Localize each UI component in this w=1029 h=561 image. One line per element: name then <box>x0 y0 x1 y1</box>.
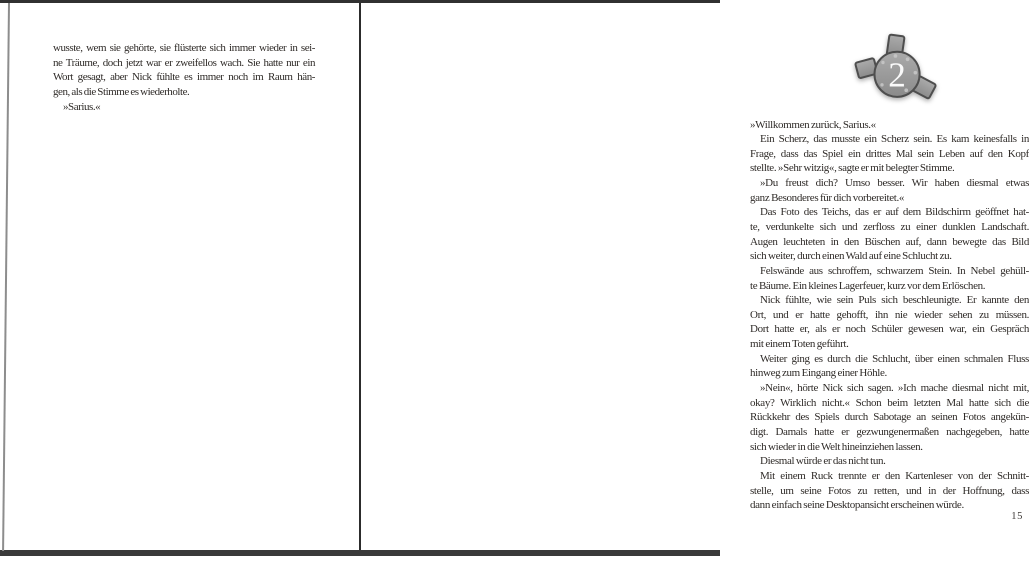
text-line: Nick fühlte, wie sein Puls sich beschleunigte. Er kannte den <box>760 294 1029 307</box>
text-line: te, verdunkelte sich und zerfloss zu einer dunklen Landschaft. <box>750 220 1029 233</box>
text-line: Frage, dass das Spiel ein drittes Mal sein Leben auf den Kopf <box>750 147 1029 160</box>
text-line: stelle, um seine Fotos zu retten, und in der Hoffnung, dass <box>750 484 1029 497</box>
text-line: stellte. »Sehr witzig«, sagte er mit belegter Stimme. <box>750 162 955 175</box>
text-line: gen, als die Stimme es wiederholte. <box>53 85 190 98</box>
text-line: Augen leuchteten in den Büschen auf, dann bewegte das Bild <box>750 235 1029 248</box>
text-line: Rückkehr des Spiels durch Sabotage an seinen Fotos angekün- <box>750 411 1029 424</box>
text-line: Weiter ging es durch die Schlucht, über einen schmalen Fluss <box>760 352 1029 365</box>
text-line: sich wieder in die Welt hineinziehen lassen. <box>750 440 923 453</box>
text-line: Mit einem Ruck trennte er den Kartenleser von der Schnitt- <box>760 469 1029 482</box>
text-line: »Willkommen zurück, Sarius.« <box>750 118 876 131</box>
right-page <box>360 0 1029 561</box>
text-line: Ein Scherz, das musste ein Scherz sein. Es kam keinesfalls in <box>760 133 1029 146</box>
text-line: Wort gesagt, aber Nick fühlte es immer noch im Raum hän- <box>53 71 315 84</box>
text-line: Dort hatte er, als er noch Schüler gewesen war, ein Gespräch <box>750 323 1029 336</box>
text-line: »Du freust dich? Umso besser. Wir haben diesmal etwas <box>760 177 1029 190</box>
text-line: hinweg zum Eingang einer Höhle. <box>750 367 887 380</box>
text-line: »Nein«, hörte Nick sich sagen. »Ich mache diesmal nicht mit, <box>760 382 1029 395</box>
chapter-gear-ornament-icon <box>854 33 934 113</box>
text-line: te Bäume. Ein kleines Lagerfeuer, kurz vor dem Erlöschen. <box>750 279 986 292</box>
text-line: Diesmal würde er das nicht tun. <box>760 455 886 468</box>
text-line: ne Träume, doch jetzt war er zweifellos wach. Sie hatte nur ein <box>53 56 315 69</box>
text-line: digt. Damals hatte er gezwungenermaßen nachgegeben, hatte <box>750 425 1029 438</box>
text-line: mit einem Toten geführt. <box>750 338 849 351</box>
text-line: Felswände aus schroffem, schwarzem Stein. In Nebel gehüll- <box>760 264 1029 277</box>
left-page <box>0 0 360 561</box>
left-page-text <box>53 41 315 114</box>
text-line: ganz Besonderes für dich vorbereitet.« <box>750 191 905 204</box>
text-line: Das Foto des Teichs, das er auf dem Bildschirm geöffnet hat- <box>760 206 1029 219</box>
text-line: dann einfach seine Desktopansicht erscheinen würde. <box>750 499 964 512</box>
text-line: sich weiter, durch einen Wald auf eine Schlucht zu. <box>750 250 952 263</box>
right-page-text <box>750 118 1029 513</box>
chapter-number: 2 <box>888 55 906 95</box>
text-line: wusste, wem sie gehörte, sie flüsterte sich immer wieder in sei- <box>53 42 315 54</box>
text-line: »Sarius.« <box>63 100 101 113</box>
text-line: okay? Wirklich nicht.« Schon beim letzten Mal hatte sich die <box>750 396 1029 409</box>
page-number: 15 <box>1011 511 1023 522</box>
text-line: Ort, und er hatte gehofft, ihn nie wieder sehen zu müssen. <box>750 308 1029 321</box>
